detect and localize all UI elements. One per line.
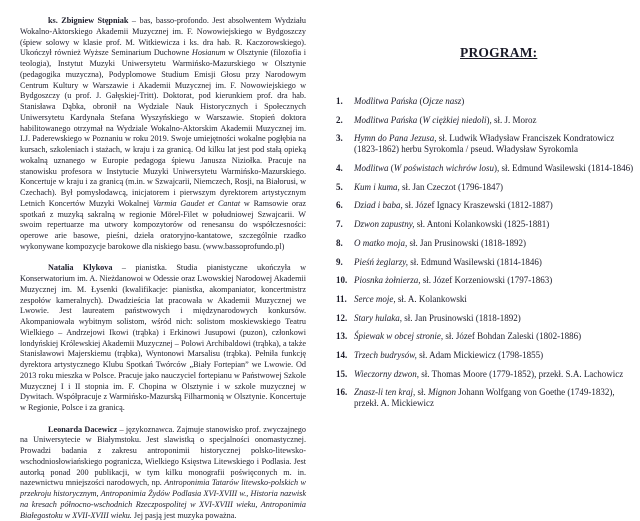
song-credit: sł.: [415, 387, 428, 397]
program-item-number: 13.: [336, 331, 354, 342]
program-item: [336, 350, 636, 361]
program-item: [336, 294, 636, 305]
song-title: Pieśń żeglarzy,: [354, 257, 408, 267]
program-item-text: [354, 369, 636, 380]
program-item-text: [354, 115, 636, 126]
song-credit: sł. Jan Prusinowski (1818-1892): [402, 313, 521, 323]
bio-stepniak: [20, 16, 306, 253]
song-credit: sł. Ludwik Władysław Franciszek Kondratowicz (1823-1862) herbu Syrokomla / pseud. Władysław Syrokomla: [354, 133, 614, 154]
program-item-text: [354, 96, 636, 107]
bio-text: w Ramsowie oraz spotkań z muzyką sakralną w regionie Mörel-Filet w południowej Szwajcarii. W swoim repertuarze ma utwory kompozytorów od renesansu do współczesności: operowe arie basowe, pieśni, dzieła oratoryjno-kantatowe, szczególnie rzadko wykonywane kompozycje barokowe dla niskiego basu. (www.bassoprofundo.pl): [20, 199, 306, 251]
bio-text: – pianistka. Studia pianistyczne ukończyła w Konserwatorium im. A. Nieżdanowoi w Odessie oraz Lwowskiej Narodowej Akademii Muzycznej im. M. Łysenki (kwalifikacje: pianistka, akompaniator, koncertmistrz zespołów kameralnych). Dwadzieścia lat pracowała w Akademii Muzycznej we Lwowie. Jest laureatem państwowych i międzynarodowych konkursów. Akompaniowała wybitnym solistom, wśród nich: solistom moskiewskiego Teatru Wielkiego – Andrzejowi Ikowi (trąbka) i Erkinowi Jusupowi (puzon), członkowi londyńskiej Królewskiej Akademii Muzycznej – Polowi Archibaldowi (trąbka), a także Stanisławowi Majerskiemu (trąbka), Wyntonowi Marsalisu (trąbka). Pełniła funkcję dyrektora artystycznego Klubu Spotkań Twórców „Biały Fortepian” we Lwowie. Od 2013 roku mieszka w Polsce. Pracuje jako nauczyciel fortepianu w Państwowej Szkole Muzycznej I i II stopnia im. F. Chopina w Olsztynie i w szkole muzycznej w Dywitach. Współpracuje z Warmińsko-Mazurską Filharmonią w Olsztynie. Koncertuje w Regionie, Polsce i za granicą.: [20, 263, 306, 412]
bio-name: ks. Zbigniew Stępniak: [48, 16, 128, 25]
song-title: Modlitwa Pańska: [354, 96, 417, 106]
bio-italic: Varmia Gaudet et Cantat: [153, 199, 240, 208]
program-item-number: 9.: [336, 257, 354, 268]
program-item: [336, 313, 636, 324]
song-credit: sł. Edmund Wasilewski (1814-1846): [408, 257, 542, 267]
program-item: [336, 163, 636, 174]
song-title: Kum i kuma,: [354, 182, 400, 192]
song-title: Modlitwa Pańska: [354, 115, 417, 125]
song-credit: sł. Antoni Kolankowski (1825-1881): [415, 219, 550, 229]
program-item-text: [354, 331, 636, 342]
song-title: O matko moja,: [354, 238, 407, 248]
song-credit: ), sł. Edmund Wasilewski (1814-1846): [494, 163, 633, 173]
biographies-column: [20, 16, 306, 521]
program-item-number: 4.: [336, 163, 354, 174]
song-subtitle: Ojcze nasz: [423, 96, 462, 106]
program-item-number: 2.: [336, 115, 354, 126]
bio-name: Leonarda Dacewicz: [48, 425, 117, 434]
song-credit: sł. Jan Prusinowski (1818-1892): [407, 238, 526, 248]
song-credit: sł. Thomas Moore (1779-1852), przekł. S.A. Lachowicz: [419, 369, 623, 379]
program-item: [336, 200, 636, 211]
song-credit: Johann Wolfgang von Goethe (1749-1832), przekł. A. Mickiewicz: [354, 387, 615, 408]
bio-text: – bas, basso-profondo. Jest absolwentem Wydziału Wokalno-Aktorskiego Akademii Muzycznej im. F. Nowowiejskiego w Bydgoszczy (śpiew solowy w klasie prof. M. Witkiewicza i ks. dra hab. R. Kaczorowskiego). Ukończył również Wyższe Seminarium Duchowne: [20, 16, 306, 57]
song-credit: sł. Adam Mickiewicz (1798-1855): [417, 350, 543, 360]
song-title: Dziad i baba,: [354, 200, 403, 210]
song-title: Stary hulaka,: [354, 313, 402, 323]
song-credit: ): [461, 96, 464, 106]
program-item: [336, 115, 636, 126]
program-item: [336, 133, 636, 155]
song-credit: (: [417, 115, 422, 125]
program-item-text: [354, 387, 636, 409]
song-credit: sł. Jan Czeczot (1796-1847): [400, 182, 503, 192]
program-item: [336, 257, 636, 268]
program-item: [336, 238, 636, 249]
program-item: [336, 96, 636, 107]
program-item-text: [354, 163, 636, 174]
program-item-text: [354, 133, 636, 155]
program-item-number: 3.: [336, 133, 354, 155]
program-item-text: [354, 275, 636, 286]
song-title: Hymn do Pana Jezusa,: [354, 133, 437, 143]
program-item-text: [354, 200, 636, 211]
song-title: Wieczorny dzwon,: [354, 369, 419, 379]
program-item-number: 5.: [336, 182, 354, 193]
program-item-number: 8.: [336, 238, 354, 249]
song-title: Piosnka żołnierza,: [354, 275, 421, 285]
song-credit: sł. A. Kolankowski: [396, 294, 467, 304]
bio-text: – językoznawca. Zajmuje stanowisko prof. zwyczajnego na Uniwersytecie w Białymstoku. Jest slawistką o specjalności onomastycznej. Prowadzi badania z zakresu antroponimii historycznej polsko-litewsko-wschodniosłowiańskiego pogranicza, Wielkiego Księstwa Litewskiego i Podlasia. Jest autorką ponad 200 publikacji, w tym kilku monografii poświęconych m. in. nazewnictwu mniejszości narodowych, np.: [20, 425, 306, 488]
bio-text: w Olsztynie (filozofia i teologia), Instytut Muzyki Uniwersytetu Warmińsko-Mazurskiego w Olsztynie (pedagogika muzyczna), Podyplomowe Studium Emisji Głosu przy Narodowym Centrum Kultury w Warszawie i Akademii Muzycznej im. F. Nowowiejskiego w Bydgoszczy (u prof. J. Gałęskiej-Tritt). Doktorat, pod kierunkiem prof. dra hab. Stanisława Dąbka, obronił na Wydziale Nauk Historycznych i Społecznych Uniwersytetu Kardynała Stefana Wyszyńskiego w Warszawie. Stopień doktora habilitowanego otrzymał na Wydziale Wokalno-Aktorskim Akademii Muzycznej im. I.J. Paderewskiego w Poznaniu w roku 2019. Swoje umiejętności wokalne pogłębia na kursach, szkoleniach i stażach, w kraju i za granicą. Od kilku lat jest pod stałą opieką wokalną uznanego w Europie pedagoga śpiewu Janusza Niziołka. Pracuje na stanowisku profesora w Instytucie Muzyki Uniwersytetu Warmińsko-Mazurskiego. Koncertuje w kraju i za granicą (m.in. w Szwajcarii, Niemczech, Rosji, na Białorusi, w Czechach). Był pomysłodawcą, inicjatorem i pierwszym dyrektorem artystycznym Letnich Koncertów Muzyki Wokalnej: [20, 48, 306, 208]
program-item: [336, 387, 636, 409]
song-subtitle: W poświstach wichrów losu: [394, 163, 494, 173]
bio-italic: Antroponimia Tatarów litewsko-polskich w przekroju historycznym, Antroponimia Żydów Podlasia XVI-XVIII w., Historia nazwisk na kresach północno-wschodnich Rzeczpospolitej w XVI-XVIII wieku, Antroponimia Białegostoku w XVII-XVIII wieku.: [20, 478, 306, 519]
program-item-number: 7.: [336, 219, 354, 230]
program-item-number: 6.: [336, 200, 354, 211]
song-subtitle: Mignon: [428, 387, 456, 397]
song-credit: ), sł. J. Moroz: [486, 115, 536, 125]
program-item-number: 12.: [336, 313, 354, 324]
bio-klykova: [20, 263, 306, 414]
song-title: Śpiewak w obcej stronie,: [354, 331, 443, 341]
song-credit: sł. Józef Bohdan Zaleski (1802-1886): [443, 331, 581, 341]
program-item-number: 1.: [336, 96, 354, 107]
song-credit: (: [389, 163, 394, 173]
song-subtitle: W ciężkiej niedoli: [423, 115, 487, 125]
song-credit: (: [417, 96, 422, 106]
program-item: [336, 369, 636, 380]
program-item-text: [354, 294, 636, 305]
program-item-text: [354, 257, 636, 268]
program-item-number: 10.: [336, 275, 354, 286]
song-title: Dzwon zapustny,: [354, 219, 415, 229]
program-list: [336, 96, 636, 417]
song-title: Modlitwa: [354, 163, 389, 173]
song-title: Znasz-li ten kraj,: [354, 387, 415, 397]
bio-name: Natalia Klykova: [48, 263, 112, 272]
program-item: [336, 331, 636, 342]
program-item-number: 14.: [336, 350, 354, 361]
song-title: Trzech budrysów,: [354, 350, 417, 360]
program-item: [336, 219, 636, 230]
program-item-number: 11.: [336, 294, 354, 305]
program-item-text: [354, 313, 636, 324]
program-item: [336, 182, 636, 193]
program-item-text: [354, 238, 636, 249]
program-item: [336, 275, 636, 286]
program-title: PROGRAM:: [460, 45, 537, 61]
program-item-text: [354, 182, 636, 193]
program-item-number: 15.: [336, 369, 354, 380]
bio-text: Jej pasją jest muzyka poważna.: [132, 511, 237, 520]
song-credit: sł. Józef Korzeniowski (1797-1863): [421, 275, 553, 285]
song-credit: sł. Józef Ignacy Kraszewski (1812-1887): [403, 200, 553, 210]
bio-dacewicz: [20, 425, 306, 521]
bio-italic: Hosianum: [192, 48, 226, 57]
program-item-text: [354, 350, 636, 361]
song-title: Serce moje,: [354, 294, 396, 304]
program-item-number: 16.: [336, 387, 354, 409]
program-item-text: [354, 219, 636, 230]
